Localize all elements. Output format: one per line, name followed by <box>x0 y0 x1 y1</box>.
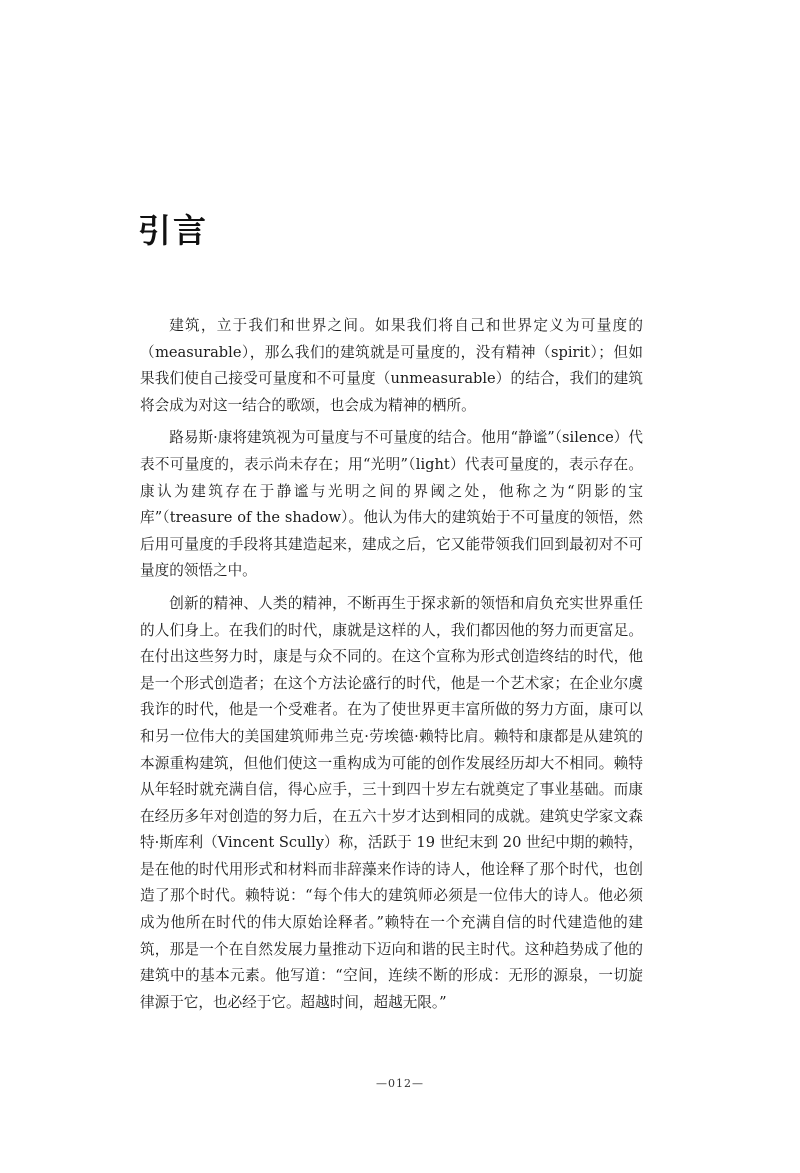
paragraph-1: 建筑，立于我们和世界之间。如果我们将自己和世界定义为可量度的（measurable），那么我们的建筑就是可量度的，没有精神（spirit）；但如果我们使自己接受可量度和不可量度（unmeasurable）的结合，我们的建筑将会成为对这一结合的歌颂，也会成为精神的栖所。 <box>140 317 643 414</box>
paragraph-3: 创新的精神、人类的精神，不断再生于探求新的领悟和肩负充实世界重任的人们身上。在我们的时代，康就是这样的人，我们都因他的努力而更富足。在付出这些努力时，康是与众不同的。在这个宣称为形式创造终结的时代，他是一个形式创造者；在这个方法论盛行的时代，他是一个艺术家；在企业尔虞我诈的时代，他是一个受难者。在为了使世界更丰富所做的努力方面，康可以和另一位伟大的美国建筑师弗兰克·劳埃德·赖特比肩。赖特和康都是从建筑的本源重构建筑，但他们使这一重构成为可能的创作发展经历却大不相同。赖特从年轻时就充满自信，得心应手，三十到四十岁左右就奠定了事业基础。而康在经历多年对创造的努力后，在五六十岁才达到相同的成就。建筑史学家文森特·斯库利（Vincent Scully）称，活跃于 19 世纪末到 20 世纪中期的赖特，是在他的时代用形式和材料而非辞藻来作诗的诗人，他诠释了那个时代，也创造了那个时代。赖特说：“每个伟大的建筑师必须是一位伟大的诗人。他必须成为他所在时代的伟大原始诠释者。”赖特在一个充满自信的时代建造他的建筑，那是一个在自然发展力量推动下迈向和谐的民主时代。这种趋势成了他的建筑中的基本元素。他写道：“空间，连续不断的形成：无形的源泉，一切旋律源于它，也必经于它。超越时间，超越无限。” <box>140 594 643 1011</box>
page-number: —012— <box>376 1077 424 1090</box>
paragraph-2: 路易斯·康将建筑视为可量度与不可量度的结合。他用“静谧”（silence）代表不可量度的，表示尚未存在；用“光明”（light）代表可量度的，表示存在。康认为建筑存在于静谧与光明之间的界阈之处，他称之为“阴影的宝库”（treasure of the shadow）。他认为伟大的建筑始于不可量度的领悟，然后用可量度的手段将其建造起来，建成之后，它又能带领我们回到最初对不可量度的领悟之中。 <box>140 429 643 580</box>
body-text <box>140 313 643 1022</box>
page-title: 引言 <box>138 211 208 250</box>
